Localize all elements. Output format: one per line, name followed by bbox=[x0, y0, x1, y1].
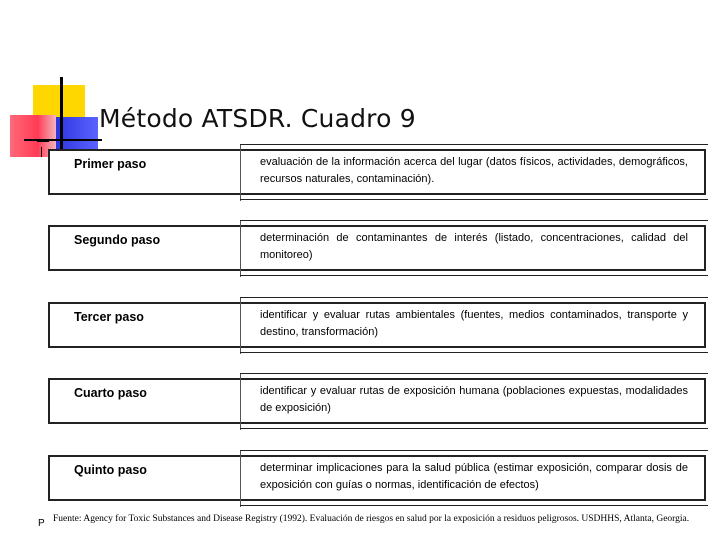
column-separator bbox=[240, 298, 241, 354]
step-name: Cuarto paso bbox=[74, 386, 147, 400]
step-name: Tercer paso bbox=[74, 310, 144, 324]
column-separator bbox=[240, 221, 241, 277]
step-box-5 bbox=[48, 455, 706, 501]
decorative-vertical-line bbox=[60, 77, 63, 153]
step-name: Segundo paso bbox=[74, 233, 161, 247]
step-description: determinar implicaciones para la salud pública (estimar exposición, comparar dosis de exposición con guías o normas, identificación de efectos) bbox=[260, 462, 688, 491]
step-box-1 bbox=[48, 149, 706, 195]
decorative-tick-vertical bbox=[41, 147, 42, 157]
step-name: Primer paso bbox=[74, 157, 147, 171]
source-citation: Fuente: Agency for Toxic Substances and Disease Registry (1992). Evaluación de riesgos en salud por la exposición a residuos peligrosos. USDHHS, Atlanta, Georgia. bbox=[53, 514, 690, 524]
decorative-horizontal-line bbox=[24, 139, 102, 141]
slide-title: Método ATSDR. Cuadro 9 bbox=[99, 104, 416, 133]
step-description: identificar y evaluar rutas ambientales (fuentes, medios contaminados, transporte y destino, transformación) bbox=[260, 309, 688, 338]
step-box-3 bbox=[48, 302, 706, 348]
column-separator bbox=[240, 451, 241, 507]
column-separator bbox=[240, 374, 241, 430]
step-description: evaluación de la información acerca del lugar (datos físicos, actividades, demográficos, recursos naturales, contaminación). bbox=[260, 156, 688, 185]
step-box-2 bbox=[48, 225, 706, 271]
step-description: identificar y evaluar rutas de exposición humana (poblaciones expuestas, modalidades de exposición) bbox=[260, 385, 688, 414]
decorative-tick bbox=[37, 140, 49, 142]
step-box-4 bbox=[48, 378, 706, 424]
step-description: determinación de contaminantes de interés (listado, concentraciones, calidad del monitoreo) bbox=[260, 232, 688, 261]
column-separator bbox=[240, 145, 241, 201]
step-name: Quinto paso bbox=[74, 463, 147, 477]
footer-marker: P bbox=[38, 518, 45, 529]
